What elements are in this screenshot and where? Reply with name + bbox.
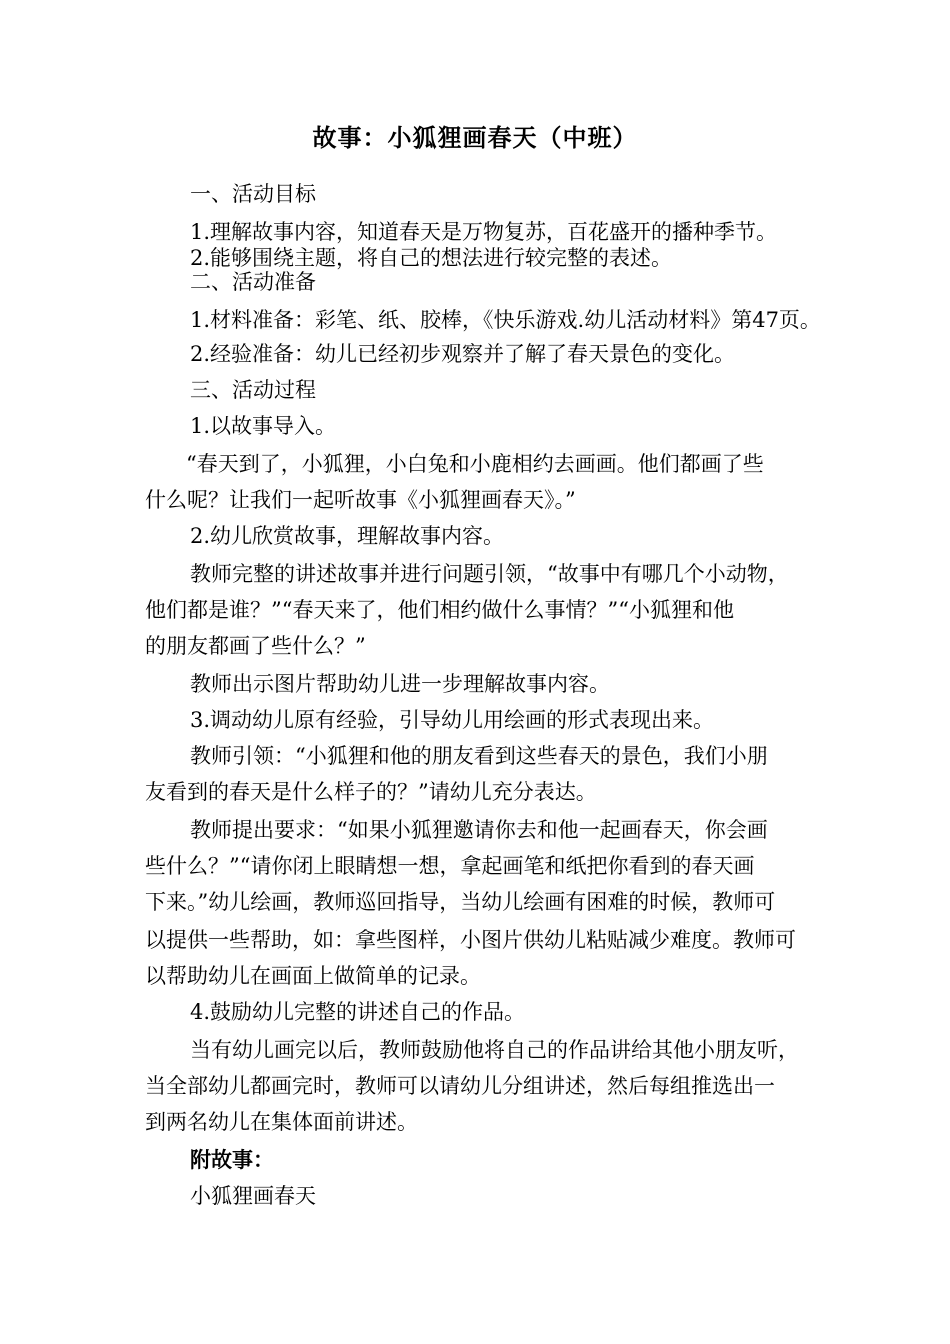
section-heading-preparation: 二、活动准备 (190, 270, 316, 294)
paragraph-line: 的朋友都画了些什么？” (145, 634, 366, 658)
paragraph-line: 教师完整的讲述故事并进行问题引领，“故事中有哪几个小动物， (190, 562, 789, 586)
paragraph-line: 友看到的春天是什么样子的？”请幼儿充分表达。 (145, 780, 597, 804)
process-step-1: 1.以故事导入。 (190, 414, 337, 438)
paragraph-line: 什么呢？让我们一起听故事《小狐狸画春天》。” (145, 488, 576, 512)
paragraph-line: 当全部幼儿都画完时，教师可以请幼儿分组讲述，然后每组推选出一 (145, 1074, 775, 1098)
prep-item-1: 1.材料准备：彩笔、纸、胶棒，《快乐游戏.幼儿活动材料》第47页。 (190, 308, 821, 332)
story-title: 小狐狸画春天 (190, 1184, 316, 1208)
paragraph-line: “春天到了，小狐狸，小白兔和小鹿相约去画画。他们都画了些 (186, 452, 764, 476)
process-step-2: 2.幼儿欣赏故事，理解故事内容。 (190, 524, 505, 548)
paragraph-line: 以帮助幼儿在画面上做简单的记录。 (145, 964, 481, 988)
paragraph-line: 教师出示图片帮助幼儿进一步理解故事内容。 (190, 672, 610, 696)
goal-item-2: 2.能够围绕主题，将自己的想法进行较完整的表述。 (190, 246, 673, 270)
process-step-4: 4.鼓励幼儿完整的讲述自己的作品。 (190, 1000, 526, 1024)
paragraph-line: 到两名幼儿在集体面前讲述。 (145, 1110, 418, 1134)
appendix-heading: 附故事： (190, 1147, 274, 1172)
paragraph-line: 他们都是谁？”“春天来了，他们相约做什么事情？”“小狐狸和他 (145, 598, 734, 622)
prep-item-2: 2.经验准备：幼儿已经初步观察并了解了春天景色的变化。 (190, 342, 736, 366)
section-heading-process: 三、活动过程 (190, 378, 316, 402)
paragraph-line: 些什么？”“请你闭上眼睛想一想，拿起画笔和纸把你看到的春天画 (145, 854, 755, 878)
paragraph-line: 教师引领：“小狐狸和他的朋友看到这些春天的景色，我们小朋 (190, 744, 768, 768)
paragraph-line: 教师提出要求：“如果小狐狸邀请你去和他一起画春天，你会画 (190, 818, 768, 842)
paragraph-line: 以提供一些帮助，如：拿些图样，小图片供幼儿粘贴减少难度。教师可 (145, 928, 796, 952)
document-title: 故事：小狐狸画春天（中班） (312, 123, 638, 152)
paragraph-line: 下来。”幼儿绘画，教师巡回指导，当幼儿绘画有困难的时候，教师可 (145, 890, 776, 914)
paragraph-line: 当有幼儿画完以后，教师鼓励他将自己的作品讲给其他小朋友听， (190, 1038, 799, 1062)
process-step-3: 3.调动幼儿原有经验，引导幼儿用绘画的形式表现出来。 (190, 708, 715, 732)
section-heading-goals: 一、活动目标 (190, 182, 316, 206)
goal-item-1: 1.理解故事内容，知道春天是万物复苏，百花盛开的播种季节。 (190, 220, 778, 244)
